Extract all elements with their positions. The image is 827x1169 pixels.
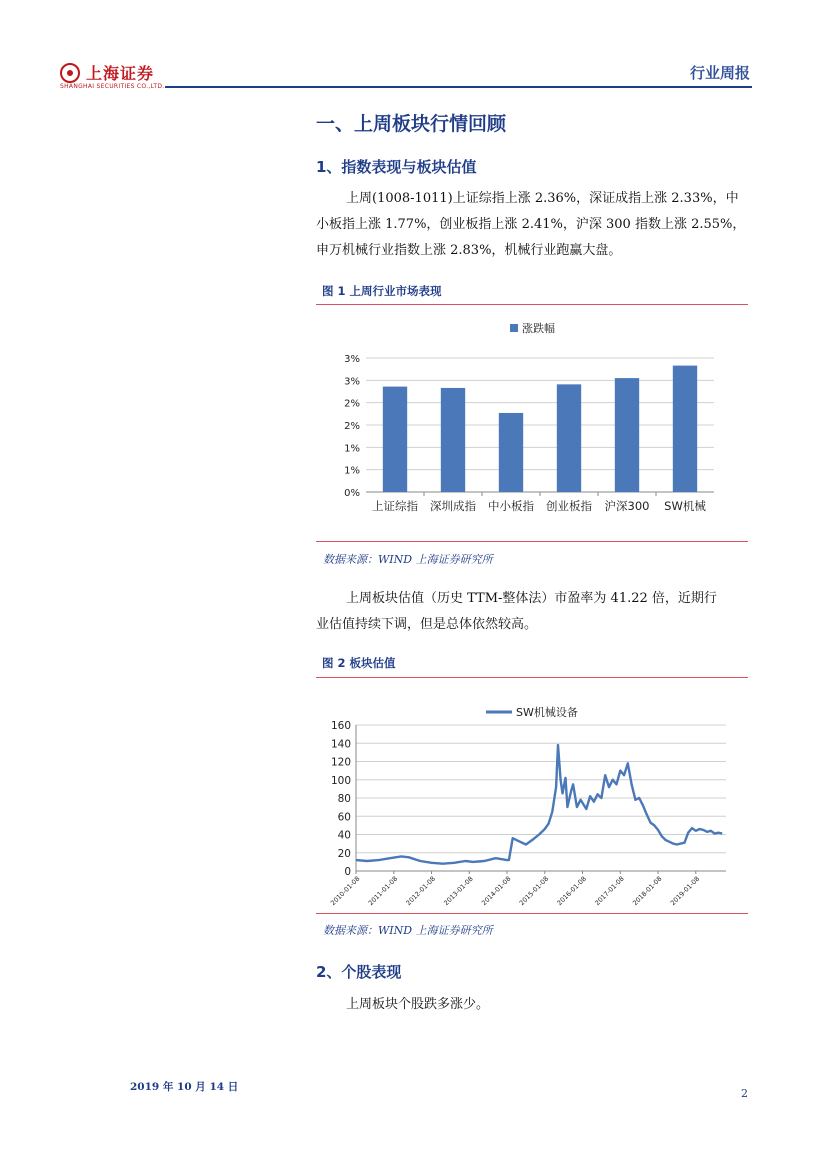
subsection-title-1: 1、指数表现与板块估值 — [316, 158, 477, 176]
paragraph-stocks: 上周板块个股跌多涨少。 — [346, 997, 490, 1012]
logo-icon — [60, 63, 80, 83]
x-tick-label: 沪深300 — [604, 499, 650, 513]
section-title: 一、上周板块行情回顾 — [316, 113, 507, 135]
y-tick-label: 80 — [337, 793, 351, 805]
bar-chart — [316, 310, 748, 540]
line-chart — [316, 695, 748, 910]
bar — [383, 387, 407, 492]
bar — [441, 388, 465, 492]
footer-date: 2019 年 10 月 14 日 — [130, 1081, 239, 1093]
y-tick-label: 2% — [344, 421, 360, 432]
x-tick-label: 上证综指 — [372, 499, 418, 513]
legend-label: 涨跌幅 — [522, 322, 555, 335]
y-tick-label: 60 — [337, 811, 351, 824]
y-tick-label: 2% — [344, 398, 360, 410]
bar — [557, 384, 581, 492]
y-tick-label: 100 — [330, 774, 351, 787]
bar — [673, 366, 697, 492]
legend-swatch — [510, 324, 518, 332]
x-tick-label: 2015-01-08 — [517, 874, 551, 908]
y-tick-label: 120 — [330, 756, 351, 769]
x-tick-label: 2016-01-08 — [555, 874, 588, 908]
paragraph-valuation — [316, 586, 752, 638]
x-tick-label: 2010-01-08 — [329, 874, 362, 908]
paragraph-index-performance — [316, 186, 752, 264]
x-tick-label: 2018-01-08 — [631, 874, 664, 908]
report-type: 行业周报 — [689, 64, 750, 82]
y-tick-label: 0% — [344, 488, 360, 499]
x-tick-label: 中小板指 — [488, 499, 534, 513]
x-tick-label: 2017-01-08 — [593, 874, 626, 908]
figure-2-source: 数据来源：WIND 上海证券研究所 — [323, 924, 493, 937]
bar — [499, 413, 523, 492]
subsection-title-2: 2、个股表现 — [316, 963, 402, 981]
figure-1-top-rule — [316, 304, 748, 305]
y-tick-label: 140 — [330, 738, 351, 751]
x-tick-label: 2019-01-08 — [668, 874, 702, 908]
series-line — [356, 745, 722, 864]
x-tick-label: 创业板指 — [546, 499, 592, 513]
paragraph-line: 上周板块估值（历史 TTM-整体法）市盈率为 41.22 倍，近期行 — [346, 591, 717, 606]
header-divider — [165, 86, 752, 88]
figure-1-bottom-rule — [316, 541, 748, 542]
y-tick-label: 40 — [337, 829, 351, 842]
x-tick-label: 深圳成指 — [430, 499, 476, 513]
figure-2-bottom-rule — [316, 913, 748, 914]
y-tick-label: 1% — [344, 443, 360, 455]
x-tick-label: SW机械 — [664, 499, 706, 513]
y-tick-label: 160 — [330, 720, 351, 732]
x-tick-label: 2014-01-08 — [480, 874, 513, 908]
figure-1-title: 图 1 上周行业市场表现 — [322, 284, 442, 298]
figure-1-source: 数据来源：WIND 上海证券研究所 — [323, 553, 493, 566]
y-tick-label: 3% — [344, 376, 360, 388]
legend-label: SW机械设备 — [516, 706, 578, 719]
figure-2-title: 图 2 板块估值 — [322, 656, 396, 670]
logo-subtitle: SHANGHAI SECURITIES CO.,LTD. — [60, 83, 165, 90]
paragraph-line: 业估值持续下调，但是总体依然较高。 — [316, 617, 538, 632]
bar — [615, 378, 639, 492]
x-tick-label: 2013-01-08 — [442, 874, 475, 908]
figure-2-top-rule — [316, 677, 748, 678]
y-tick-label: 1% — [344, 465, 360, 477]
logo-text: 上海证券 — [86, 64, 155, 83]
paragraph-line: 小板指上涨 1.77%，创业板指上涨 2.41%，沪深 300 指数上涨 2.55%， — [316, 217, 746, 232]
page-number: 2 — [741, 1087, 748, 1100]
y-tick-label: 3% — [344, 354, 360, 365]
paragraph-line: 申万机械行业指数上涨 2.83%，机械行业跑赢大盘。 — [316, 243, 622, 258]
y-tick-label: 0 — [344, 866, 351, 878]
x-tick-label: 2011-01-08 — [366, 874, 400, 908]
y-tick-label: 20 — [337, 847, 351, 860]
x-tick-label: 2012-01-08 — [404, 874, 437, 908]
paragraph-line: 上周(1008-1011)上证综指上涨 2.36%，深证成指上涨 2.33%，中 — [346, 191, 739, 206]
